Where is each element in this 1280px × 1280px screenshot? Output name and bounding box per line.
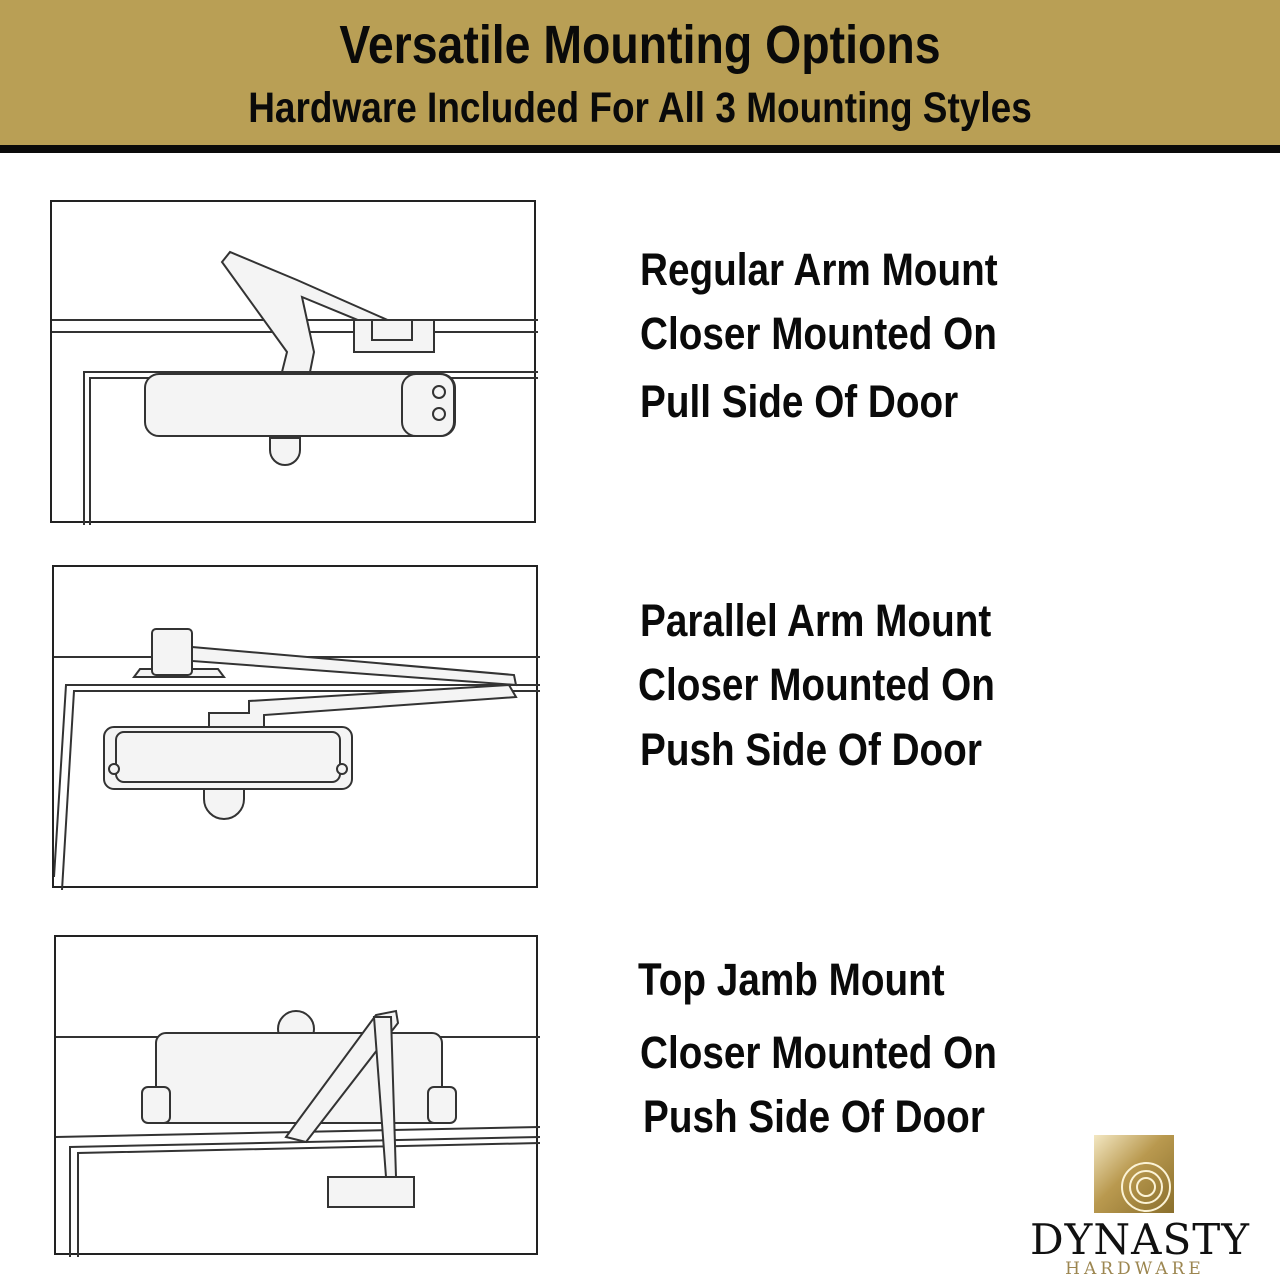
- page-subtitle: Hardware Included For All 3 Mounting Styles: [248, 84, 1032, 132]
- logo-emblem-icon: [1094, 1135, 1174, 1213]
- option-line: Pull Side Of Door: [640, 376, 959, 427]
- header-divider: [0, 145, 1280, 153]
- option-title: Top Jamb Mount: [638, 954, 945, 1005]
- page-title: Versatile Mounting Options: [339, 15, 941, 75]
- option-line: Push Side Of Door: [643, 1091, 985, 1142]
- logo-name: DYNASTY: [1030, 1215, 1250, 1264]
- top-jamb-illustration: [54, 935, 538, 1255]
- option-line: Push Side Of Door: [640, 724, 982, 775]
- dynasty-hardware-logo: [1030, 1135, 1250, 1280]
- regular-arm-illustration: [50, 200, 536, 523]
- parallel-arm-illustration: [52, 565, 538, 888]
- option-title: Regular Arm Mount: [640, 244, 998, 295]
- logo-subtitle: HARDWARE: [1065, 1259, 1205, 1279]
- option-line: Closer Mounted On: [640, 1027, 997, 1078]
- option-line: Closer Mounted On: [640, 308, 997, 359]
- option-title: Parallel Arm Mount: [640, 595, 992, 646]
- option-line: Closer Mounted On: [638, 659, 995, 710]
